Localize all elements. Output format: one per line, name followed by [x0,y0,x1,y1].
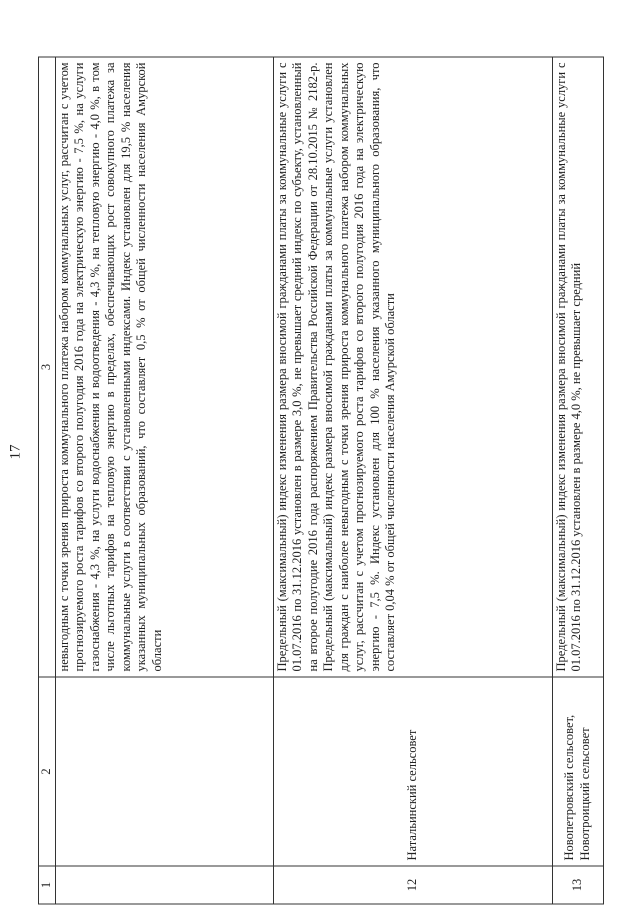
description-cell: невыгодным с точки зрения прироста коммунального платежа набором коммунальных услуг, рассчитан с учетом прогнозируемого роста тарифов со второго полугодия 2016 года на электрическую энергию - 7,5 %, на услуги газоснабжения - 4,3 %, на услуги водоснабжения и водоотведения - 4,3 %, на тепловую энергию - 4,0 %, в том числе льготных тарифов на тепловую энергию в пределах, обеспечивающих рост совокупного платежа за коммунальные услуги в соответствии с установленными индексами. Индекс установлен для 19,5 % населения указанных муниципальных образований, что составляет 0,5 % от общей численности населения Амурской области [55,57,273,677]
table-row [552,57,603,904]
column-header-3: 3 [39,57,56,677]
rotated-page-content [40,58,600,905]
table-row [273,57,552,904]
table-header-row [39,57,56,904]
row-number-cell: 12 [273,866,552,904]
municipality-cell: Натальинский сельсовет [273,677,552,866]
table-row [55,57,273,904]
column-header-1: 1 [39,866,56,904]
column-header-2: 2 [39,677,56,866]
municipality-cell: Новопетровский сельсовет, Новотроицкий сельсовет [552,677,603,866]
tariff-index-table [38,57,604,905]
row-number-cell [55,866,273,904]
description-cell: Предельный (максимальный) индекс изменения размера вносимой гражданами платы за коммунальные услуги с 01.07.2016 по 31.12.2016 установлен в размере 4,0 %, не превышает средний [552,57,603,677]
description-cell: Предельный (максимальный) индекс изменения размера вносимой гражданами платы за коммунальные услуги с 01.07.2016 по 31.12.2016 установлен в размере 3,0 %, не превышает средний индекс по субъекту, установленный на второе полугодие 2016 года распоряжением Правительства Российской Федерации от 28.10.2015 № 2182-р. Предельный (максимальный) индекс размера вносимой гражданами платы за коммунальные услуги установлен для граждан с наиболее невыгодным с точки зрения прироста коммунального платежа набором коммунальных услуг, рассчитан с учетом прогнозируемого роста тарифов со второго полугодия 2016 года на электрическую энергию - 7,5 %. Индекс установлен для 100 % населения указанного муниципального образования, что составляет 0,04 % от общей численности населения Амурской области [273,57,552,677]
municipality-cell [55,677,273,866]
page-number: 17 [7,444,24,460]
row-number-cell: 13 [552,866,603,904]
